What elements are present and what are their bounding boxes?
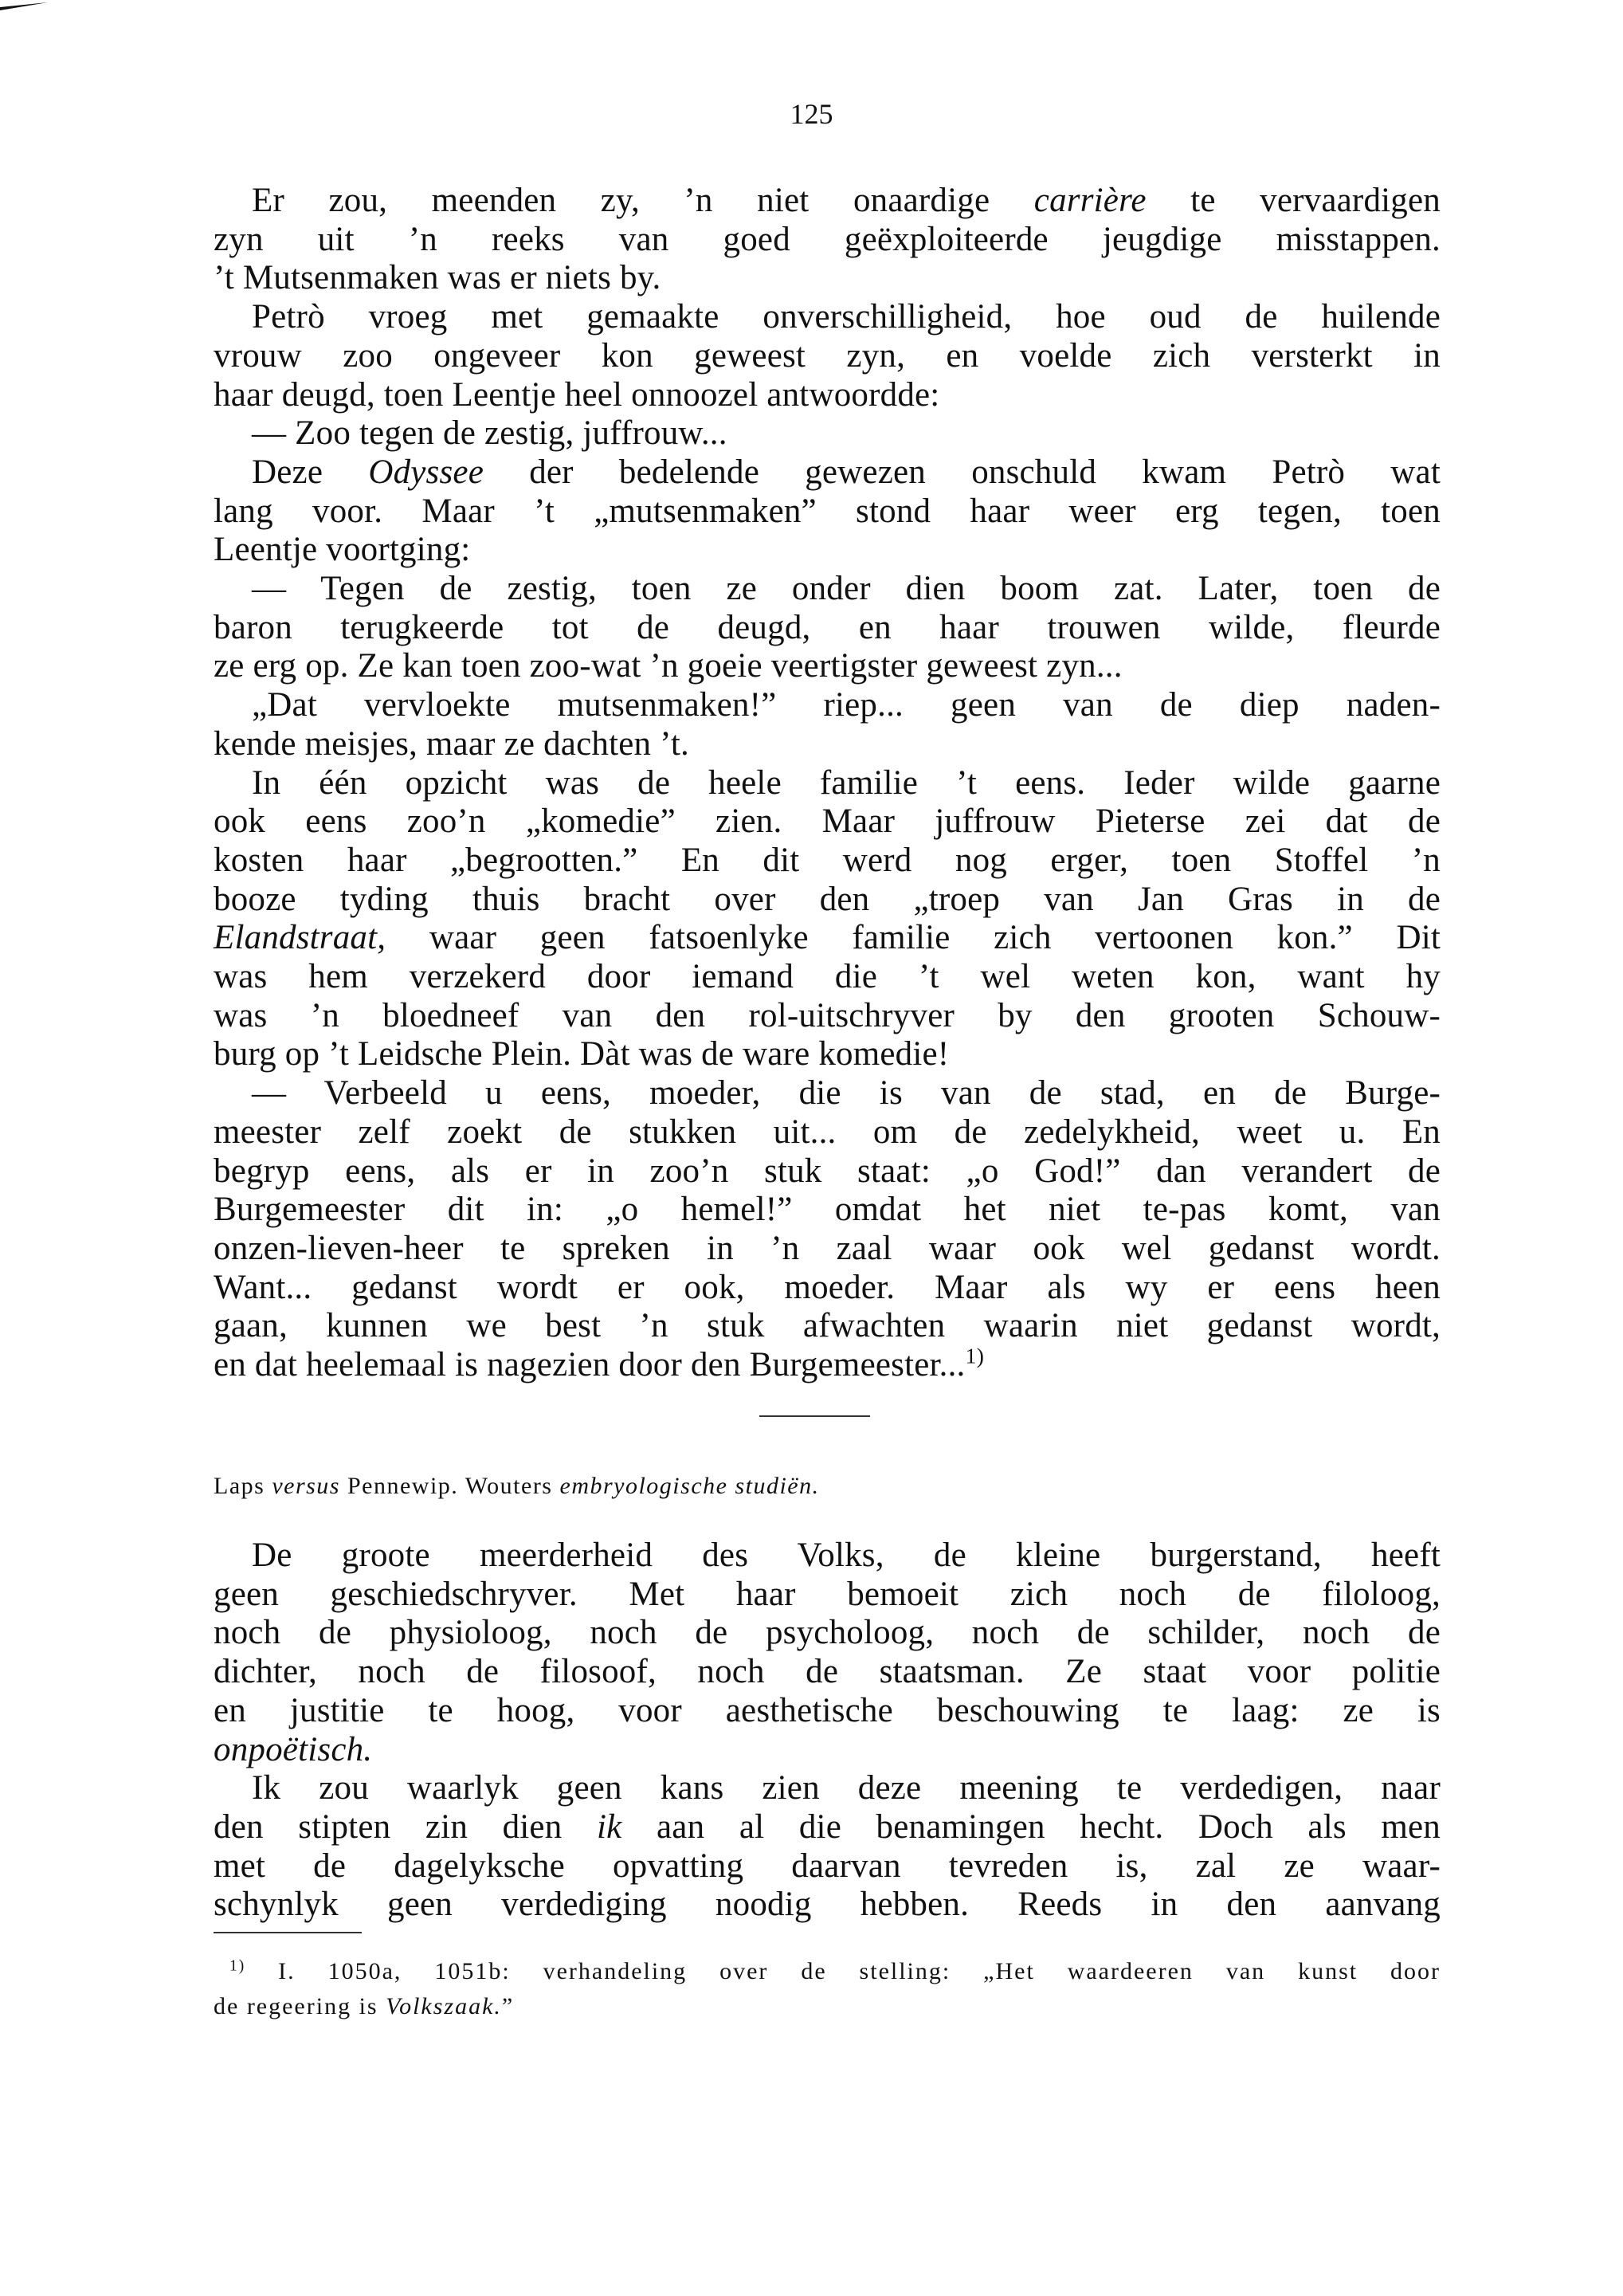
text-segment: — Tegen de zestig, toen ze onder dien boom zat. Later, toen de [252, 570, 1441, 608]
text-segment: Pennewip. Wouters [339, 1473, 560, 1499]
text-segment: I. 1050a, 1051b: verhandeling over de stelling: „Het waardeeren van kunst door [245, 1958, 1441, 1984]
text-segment: te vervaardigen [1146, 182, 1441, 219]
text-segment: baron terugkeerde tot de deugd, en haar trouwen wilde, fleurde [214, 608, 1441, 646]
text-segment: was ’n bloedneef van den rol-uitschryver by den grooten Schouw- [214, 996, 1441, 1034]
section-two-body [214, 1537, 1441, 1925]
text-segment: waar geen fatsoenlyke familie zich vertoonen kon.” Dit [386, 919, 1441, 957]
text-line [214, 1113, 1441, 1152]
section-separator-rule [759, 1415, 870, 1417]
text-line [214, 182, 1441, 221]
text-line [214, 1191, 1441, 1230]
text-line [214, 1576, 1441, 1615]
footnote-line [214, 1989, 1441, 2024]
text-line [214, 1692, 1441, 1731]
text-segment: de regeering is [214, 1993, 386, 2019]
text-line [214, 1074, 1441, 1113]
text-line [214, 453, 1441, 493]
footnote-line [214, 1954, 1441, 1989]
text-line [214, 1230, 1441, 1269]
text-segment: Laps [214, 1473, 272, 1499]
text-line [214, 997, 1441, 1036]
text-line [214, 919, 1441, 958]
text-segment: Er zou, meenden zy, ’n niet onaardige [252, 182, 1034, 219]
italic-text: ik [597, 1807, 622, 1846]
text-segment: schynlyk geen verdediging noodig hebben. Reeds in den aanvang [214, 1886, 1441, 1924]
italic-text: versus [272, 1473, 340, 1499]
text-line [214, 298, 1441, 337]
text-segment: ze erg op. Ze kan toen zoo-wat ’n goeie veertigster geweest zyn... [214, 647, 1123, 685]
text-line [214, 647, 1441, 686]
italic-text: onpoëtisch. [214, 1730, 373, 1768]
section-heading [214, 1473, 820, 1500]
text-segment: — Zoo tegen de zestig, juffrouw... [252, 414, 727, 453]
text-line [214, 1035, 1441, 1074]
text-line [214, 1886, 1441, 1925]
text-segment: kosten haar „begrootten.” En dit werd nog erger, toen Stoffel ’n [214, 841, 1441, 879]
text-line [214, 1731, 1441, 1770]
text-line [214, 725, 1441, 764]
text-segment: ’t Mutsenmaken was er niets by. [214, 259, 661, 297]
text-line [214, 1307, 1441, 1346]
footnotes [214, 1954, 1441, 2024]
text-line [214, 842, 1441, 881]
text-segment: gaan, kunnen we best ’n stuk afwachten waarin niet gedanst wordt, [214, 1307, 1441, 1345]
text-segment: booze tyding thuis bracht over den „troep van Jan Gras in de [214, 880, 1441, 918]
italic-text: Odyssee [368, 453, 484, 491]
text-line [214, 414, 1441, 453]
text-line [214, 1769, 1441, 1808]
text-line [214, 259, 1441, 298]
text-segment: dichter, noch de filosoof, noch de staatsman. Ze staat voor politie [214, 1653, 1441, 1691]
text-segment: kende meisjes, maar ze dachten ’t. [214, 724, 690, 763]
text-line [214, 686, 1441, 725]
text-segment: aan al die benamingen hecht. Doch als men [621, 1807, 1441, 1846]
footnote-marker: 1) [965, 1344, 985, 1369]
text-line [214, 337, 1441, 376]
text-segment: begryp eens, als er in zoo’n stuk staat: „o God!” dan verandert de [214, 1152, 1441, 1190]
text-segment: Want... gedanst wordt er ook, moeder. Maar als wy er eens heen [214, 1268, 1441, 1306]
text-segment: onzen-lieven-heer te spreken in ’n zaal waar ook wel gedanst wordt. [214, 1229, 1441, 1267]
text-line [214, 493, 1441, 532]
scan-corner-mark [0, 0, 48, 8]
text-line [214, 1653, 1441, 1692]
text-segment: De groote meerderheid des Volks, de kleine burgerstand, heeft [252, 1537, 1441, 1574]
text-segment: met de dagelyksche opvatting daarvan tevreden is, zal ze waar- [214, 1847, 1441, 1885]
section-one-body [214, 182, 1441, 1385]
text-line [214, 1346, 1441, 1385]
italic-text: carrière [1033, 182, 1147, 219]
text-line [214, 221, 1441, 260]
text-segment: Leentje voortging: [214, 531, 471, 569]
text-line [214, 803, 1441, 842]
text-segment: en justitie te hoog, voor aesthetische beschouwing te laag: ze is [214, 1691, 1441, 1729]
text-segment: „Dat vervloekte mutsenmaken!” riep... geen van de diep naden- [252, 686, 1441, 724]
text-segment: — Verbeeld u eens, moeder, die is van de stad, en de Burge- [252, 1074, 1441, 1113]
text-segment: Ik zou waarlyk geen kans zien deze meening te verdedigen, naar [252, 1769, 1441, 1807]
text-segment: en dat heelemaal is nagezien door den Burgemeester... [214, 1346, 966, 1384]
text-line [214, 958, 1441, 997]
text-line [214, 881, 1441, 920]
page-number: 125 [790, 98, 833, 130]
text-segment: haar deugd, toen Leentje heel onnoozel antwoordde: [214, 375, 940, 414]
text-line [214, 570, 1441, 609]
text-line [214, 609, 1441, 648]
text-segment: geen geschiedschryver. Met haar bemoeit zich noch de filoloog, [214, 1575, 1441, 1613]
text-line [214, 531, 1441, 570]
text-segment: was hem verzekerd door iemand die ’t wel weten kon, want hy [214, 958, 1441, 996]
text-segment: burg op ’t Leidsche Plein. Dàt was de ware komedie! [214, 1035, 950, 1073]
text-segment: der bedelende gewezen onschuld kwam Petrò wat [484, 453, 1441, 491]
text-segment: Petrò vroeg met gemaakte onverschilligheid, hoe oud de huilende [252, 298, 1441, 336]
text-line [214, 1847, 1441, 1886]
text-segment: zyn uit ’n reeks van goed geëxploiteerde jeugdige misstappen. [214, 220, 1441, 258]
italic-text: embryologische studiën. [559, 1473, 820, 1499]
italic-text: Volkszaak. [386, 1993, 502, 2019]
text-segment: ” [501, 1993, 515, 2019]
text-segment: meester zelf zoekt de stukken uit... om de zedelykheid, weet u. En [214, 1113, 1441, 1151]
text-line [214, 1152, 1441, 1191]
text-line [214, 1269, 1441, 1308]
text-segment: noch de physioloog, noch de psycholoog, noch de schilder, noch de [214, 1614, 1441, 1652]
footnote-rule [214, 1932, 362, 1933]
text-line [214, 1614, 1441, 1653]
text-line [214, 1808, 1441, 1847]
text-segment: lang voor. Maar ’t „mutsenmaken” stond haar weer erg tegen, toen [214, 492, 1441, 530]
text-line [214, 764, 1441, 803]
footnote-marker: 1) [229, 1957, 246, 1975]
text-line [214, 376, 1441, 415]
text-segment: In één opzicht was de heele familie ’t eens. Ieder wilde gaarne [252, 763, 1441, 802]
text-segment: den stipten zin dien [214, 1807, 597, 1846]
text-segment: vrouw zoo ongeveer kon geweest zyn, en voelde zich versterkt in [214, 336, 1441, 375]
text-line [214, 1537, 1441, 1576]
italic-text: Elandstraat, [214, 919, 386, 957]
text-segment: Deze [252, 453, 369, 491]
text-segment: ook eens zoo’n „komedie” zien. Maar juffrouw Pieterse zei dat de [214, 803, 1441, 841]
text-segment: Burgemeester dit in: „o hemel!” omdat het niet te-pas komt, van [214, 1191, 1441, 1229]
